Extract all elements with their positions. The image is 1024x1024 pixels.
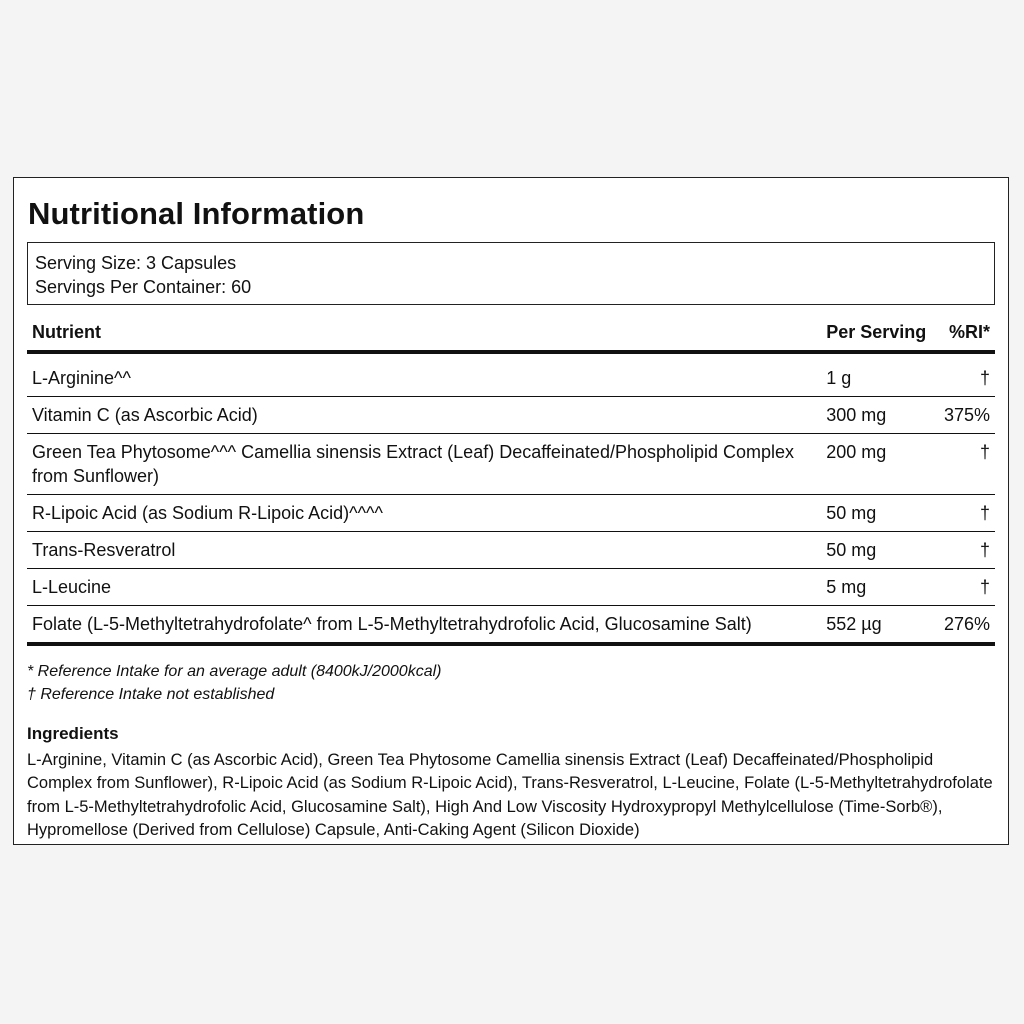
footnote-reference-intake: * Reference Intake for an average adult (8400kJ/2000kcal) bbox=[27, 663, 442, 680]
table-row bbox=[27, 606, 995, 645]
nutrient-amount: 200 mg bbox=[821, 434, 935, 495]
serving-info-box bbox=[27, 242, 995, 305]
nutrient-name: Trans-Resveratrol bbox=[27, 532, 821, 569]
nutrient-ri: 375% bbox=[935, 397, 995, 434]
header-ri: %RI* bbox=[935, 321, 995, 352]
nutrition-panel bbox=[13, 177, 1009, 845]
nutrient-name: Vitamin C (as Ascorbic Acid) bbox=[27, 397, 821, 434]
ingredients-heading: Ingredients bbox=[27, 724, 119, 743]
nutrient-ri: † bbox=[935, 352, 995, 397]
nutrient-amount: 1 g bbox=[821, 352, 935, 397]
header-nutrient: Nutrient bbox=[27, 321, 821, 352]
table-row bbox=[27, 495, 995, 532]
nutrient-amount: 5 mg bbox=[821, 569, 935, 606]
nutrient-amount: 50 mg bbox=[821, 532, 935, 569]
nutrient-amount: 552 µg bbox=[821, 606, 935, 645]
table-header-row bbox=[27, 321, 995, 352]
table-row bbox=[27, 352, 995, 397]
footnotes bbox=[27, 660, 995, 706]
nutrient-name: L-Leucine bbox=[27, 569, 821, 606]
serving-size: Serving Size: 3 Capsules bbox=[35, 253, 237, 273]
nutrient-amount: 50 mg bbox=[821, 495, 935, 532]
ingredients-text: L-Arginine, Vitamin C (as Ascorbic Acid), Green Tea Phytosome Camellia sinensis Extract (Leaf) Decaffeinated/Phospholipid Complex from Sunflower), R-Lipoic Acid (as Sodium R-Lipoic Acid), Trans-Resveratrol, L-Leucine, Folate (L-5-Methyltetrahydrofolate from L-5-Methyltetrahydrofolic Acid, Glucosamine Salt), High And Low Viscosity Hydroxypropyl Methylcellulose (Time-Sorb®), Hypromellose (Derived from Cellulose) Capsule, Anti-Caking Agent (Silicon Dioxide) bbox=[27, 751, 993, 839]
table-row bbox=[27, 569, 995, 606]
nutrient-name: Folate (L-5-Methyltetrahydrofolate^ from L-5-Methyltetrahydrofolic Acid, Glucosamine Salt) bbox=[27, 606, 821, 645]
nutrient-ri: † bbox=[935, 569, 995, 606]
footnote-not-established: † Reference Intake not established bbox=[27, 686, 275, 703]
nutrient-ri: 276% bbox=[935, 606, 995, 645]
nutrient-ri: † bbox=[935, 532, 995, 569]
table-row bbox=[27, 397, 995, 434]
header-per-serving: Per Serving bbox=[821, 321, 935, 352]
nutrient-ri: † bbox=[935, 495, 995, 532]
nutrient-ri: † bbox=[935, 434, 995, 495]
nutrient-amount: 300 mg bbox=[821, 397, 935, 434]
table-row bbox=[27, 434, 995, 495]
nutrient-name: R-Lipoic Acid (as Sodium R-Lipoic Acid)^^^^ bbox=[27, 495, 821, 532]
nutrient-table bbox=[27, 321, 995, 646]
servings-per-container: Servings Per Container: 60 bbox=[35, 277, 252, 297]
table-row bbox=[27, 532, 995, 569]
nutrient-name: L-Arginine^^ bbox=[27, 352, 821, 397]
nutrient-name: Green Tea Phytosome^^^ Camellia sinensis Extract (Leaf) Decaffeinated/Phospholipid Complex from Sunflower) bbox=[27, 434, 821, 495]
page-title: Nutritional Information bbox=[28, 196, 365, 231]
